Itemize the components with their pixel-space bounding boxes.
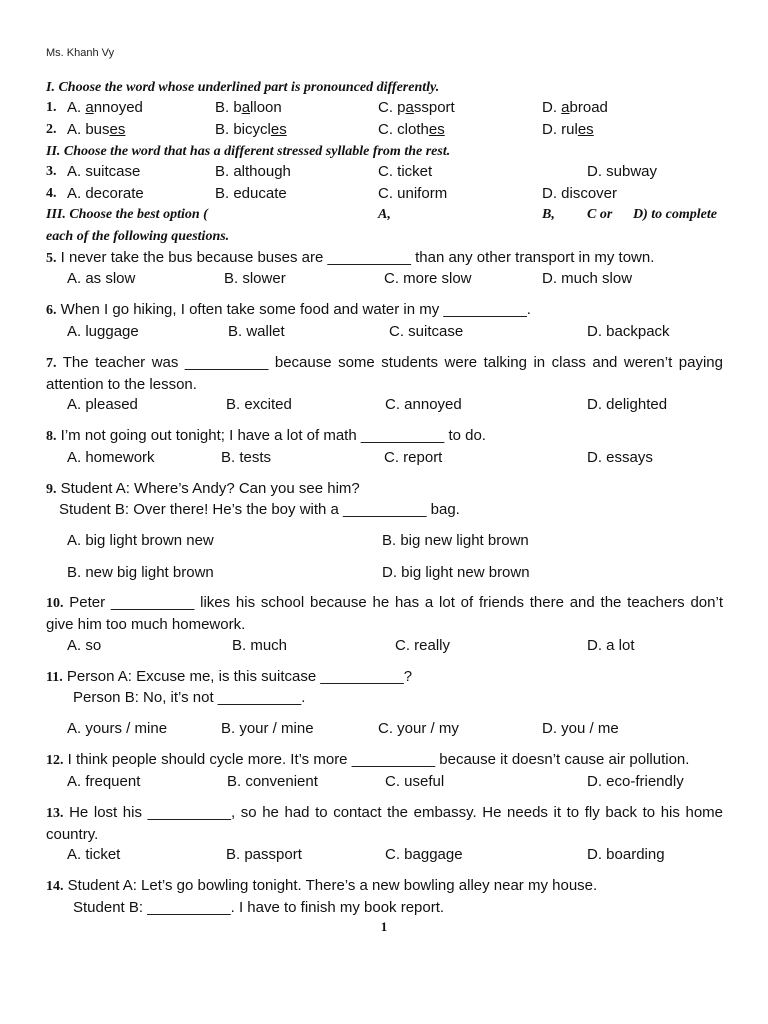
option-c: C. clothes: [378, 121, 445, 138]
option-d: D. boarding: [587, 846, 665, 863]
option-c: C. more slow: [384, 270, 472, 287]
option-a: A. homework: [67, 449, 155, 466]
option-b: B. slower: [224, 270, 286, 287]
question-11-options: [46, 718, 723, 739]
option-c: C. baggage: [385, 846, 463, 863]
question-8-stem: 8. I’m not going out tonight; I have a lot of math __________ to do.: [46, 427, 486, 444]
option-d: D. eco-friendly: [587, 773, 684, 790]
option-d: D. delighted: [587, 396, 668, 413]
option-d: D. essays: [587, 449, 653, 466]
question-1: [46, 97, 723, 118]
question-8-options: [46, 447, 723, 468]
question-12-options: [46, 771, 723, 792]
option-a: A. decorate: [67, 185, 144, 202]
question-6-stem: 6. When I go hiking, I often take some food and water in my __________.: [46, 301, 531, 318]
option-c: C. ticket: [378, 163, 433, 180]
option-c: B. new big light brown: [67, 564, 214, 581]
option-b: B. although: [215, 163, 291, 180]
option-c: C. report: [384, 449, 443, 466]
option-a: A. so: [67, 637, 102, 654]
option-a: A. ticket: [67, 846, 121, 863]
question-5-stem: 5. I never take the bus because buses are __________ than any other transport in my town.: [46, 249, 655, 266]
option-c: C. uniform: [378, 185, 448, 202]
question-14-stem: 14. Student A: Let’s go bowling tonight. There’s a new bowling alley near my house.: [46, 877, 598, 894]
question-12-stem: 12. I think people should cycle more. It’s more __________ because it doesn’t cause air pollution.: [46, 751, 690, 768]
option-c: C. your / my: [378, 720, 459, 737]
option-d: D. abroad: [542, 99, 608, 116]
option-a: A. as slow: [67, 270, 136, 287]
question-10-stem: 10. Peter __________ likes his school because he has a lot of friends there and the teachers don’t give him too much homework.: [46, 594, 723, 633]
question-number: 1.: [46, 100, 57, 115]
option-b: B. passport: [226, 846, 302, 863]
option-c: C. annoyed: [385, 396, 462, 413]
option-c: C. really: [395, 637, 451, 654]
option-d: D. discover: [542, 185, 618, 202]
option-c: C. passport: [378, 99, 455, 116]
question-4: [46, 183, 723, 204]
option-d: D. subway: [587, 163, 658, 180]
question-7-stem: 7. The teacher was __________ because some students were talking in class and weren’t paying attention to the lesson.: [46, 354, 723, 393]
question-11-stem-line2: Person B: No, it’s not __________.: [73, 689, 306, 706]
option-a: A. yours / mine: [67, 720, 168, 737]
question-9-stem-line2: Student B: Over there! He’s the boy with a __________ bag.: [59, 501, 460, 518]
question-7-options: [46, 394, 723, 415]
section-3-heading: III. Choose the best option ( A, B, C or D) to complete: [46, 207, 717, 222]
option-a: A. big light brown new: [67, 532, 214, 549]
option-d: D. rules: [542, 121, 594, 138]
option-d: D. a lot: [587, 637, 635, 654]
page-number: 1: [380, 919, 388, 934]
option-b: B. your / mine: [221, 720, 314, 737]
question-5-options: [46, 268, 723, 289]
option-b: B. convenient: [227, 773, 318, 790]
question-9-options-row1: [46, 530, 723, 551]
option-b: B. big new light brown: [382, 532, 529, 549]
question-10-options: [46, 635, 723, 656]
option-b: B. excited: [226, 396, 292, 413]
question-6-options: [46, 321, 723, 342]
section-1-heading: I. Choose the word whose underlined part is pronounced differently.: [46, 80, 440, 95]
option-c: C. suitcase: [389, 323, 464, 340]
option-a: A. pleased: [67, 396, 138, 413]
option-a: A. annoyed: [67, 99, 143, 116]
question-number: 3.: [46, 164, 57, 179]
option-b: B. bicycles: [215, 121, 287, 138]
option-a: A. buses: [67, 121, 126, 138]
option-b: B. wallet: [228, 323, 285, 340]
question-13-stem: 13. He lost his __________, so he had to contact the embassy. He needs it to fly back to his home country.: [46, 804, 723, 843]
question-9-options-row2: [46, 562, 723, 583]
question-2: [46, 119, 723, 140]
option-a: A. luggage: [67, 323, 139, 340]
option-d: D. backpack: [587, 323, 670, 340]
author-name: Ms. Khanh Vy: [46, 47, 115, 59]
option-b: B. much: [232, 637, 288, 654]
option-d: D. you / me: [542, 720, 619, 737]
option-d: D. big light new brown: [382, 564, 530, 581]
option-b: B. tests: [221, 449, 272, 466]
question-3: [46, 161, 723, 182]
question-number: 4.: [46, 186, 57, 201]
option-c: C. useful: [385, 773, 445, 790]
option-b: B. educate: [215, 185, 287, 202]
section-3-heading-line2: each of the following questions.: [46, 229, 230, 244]
question-14-stem-line2: Student B: __________. I have to finish my book report.: [73, 899, 445, 916]
question-11-stem: 11. Person A: Excuse me, is this suitcase __________?: [46, 668, 413, 685]
question-13-options: [46, 844, 723, 865]
question-9-stem: 9. Student A: Where’s Andy? Can you see him?: [46, 480, 360, 497]
option-a: A. suitcase: [67, 163, 141, 180]
option-d: D. much slow: [542, 270, 633, 287]
option-a: A. frequent: [67, 773, 141, 790]
section-2-heading: II. Choose the word that has a different stressed syllable from the rest.: [46, 144, 451, 159]
option-b: B. balloon: [215, 99, 282, 116]
question-number: 2.: [46, 122, 57, 137]
